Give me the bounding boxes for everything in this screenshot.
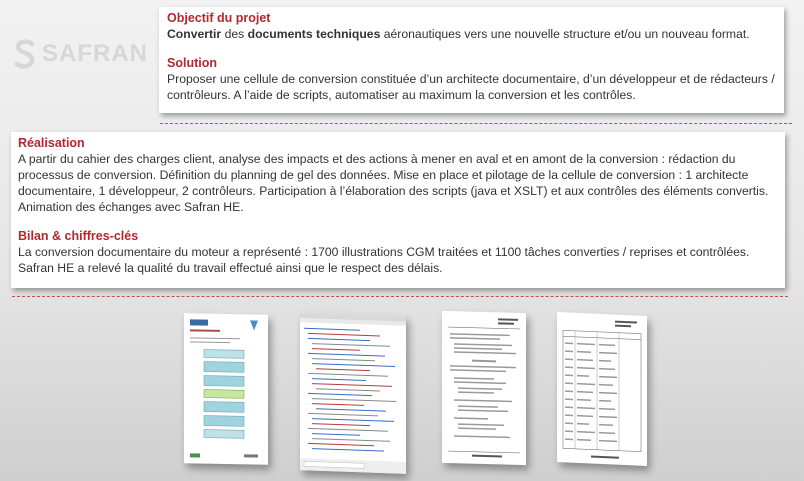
divider-top bbox=[160, 123, 792, 124]
logo-text: SAFRAN bbox=[42, 40, 148, 67]
flowchart-page-image bbox=[184, 313, 268, 464]
document-thumbnail-table-page bbox=[557, 312, 647, 466]
divider-bottom bbox=[12, 296, 788, 297]
document-thumbnail-code bbox=[300, 312, 406, 474]
safran-s-icon bbox=[14, 39, 36, 69]
objectif-heading: Objectif du projet bbox=[167, 11, 271, 25]
bilan-heading: Bilan & chiffres-clés bbox=[18, 229, 139, 243]
objectif-text-1: des bbox=[221, 27, 248, 41]
objectif-bold-convertir: Convertir bbox=[167, 27, 222, 41]
realisation-bilan-card bbox=[11, 132, 785, 288]
realisation-text: A partir du cahier des charges client, analyse des impacts et des actions à mener en aval et en amont de la conversion : rédaction du processus de conversion. Définition du planning de gel des données. Mise en place et pilotage de la cellule de conversion : 1 architecte documentaire, 1 développeur, 2 contrôleurs. Participation à l’élaboration des scripts (java et XSLT) et aux contrôles des éléments convertis. Animation des échanges avec Safran HE. bbox=[18, 152, 769, 214]
objectif-text-2: aéronautiques vers une nouvelle structure et/ou un nouveau format. bbox=[380, 27, 750, 41]
document-thumbnail-flowchart bbox=[184, 313, 268, 464]
bilan-text: La conversion documentaire du moteur a représenté : 1700 illustrations CGM traitées et 1100 tâches converties / reprises et contrôlées. Safran HE a relevé la qualité du travail effectué ainsi que le respect des délais. bbox=[18, 245, 750, 275]
code-page-image bbox=[300, 312, 406, 474]
document-thumbnail-manual-page bbox=[442, 311, 526, 465]
objectif-text bbox=[167, 26, 776, 42]
manual-page-image bbox=[442, 311, 526, 465]
table-page-image bbox=[557, 312, 647, 466]
objectif-bold-documents: documents techniques bbox=[247, 27, 381, 41]
objective-solution-card bbox=[159, 7, 784, 113]
safran-logo bbox=[14, 38, 148, 70]
solution-text: Proposer une cellule de conversion constituée d’un architecte documentaire, d’un développeur et de rédacteurs / contrôleurs. A l’aide de scripts, automatiser au maximum la conversion et les contrôles. bbox=[167, 72, 775, 102]
solution-heading: Solution bbox=[167, 56, 217, 70]
realisation-heading: Réalisation bbox=[18, 136, 85, 150]
